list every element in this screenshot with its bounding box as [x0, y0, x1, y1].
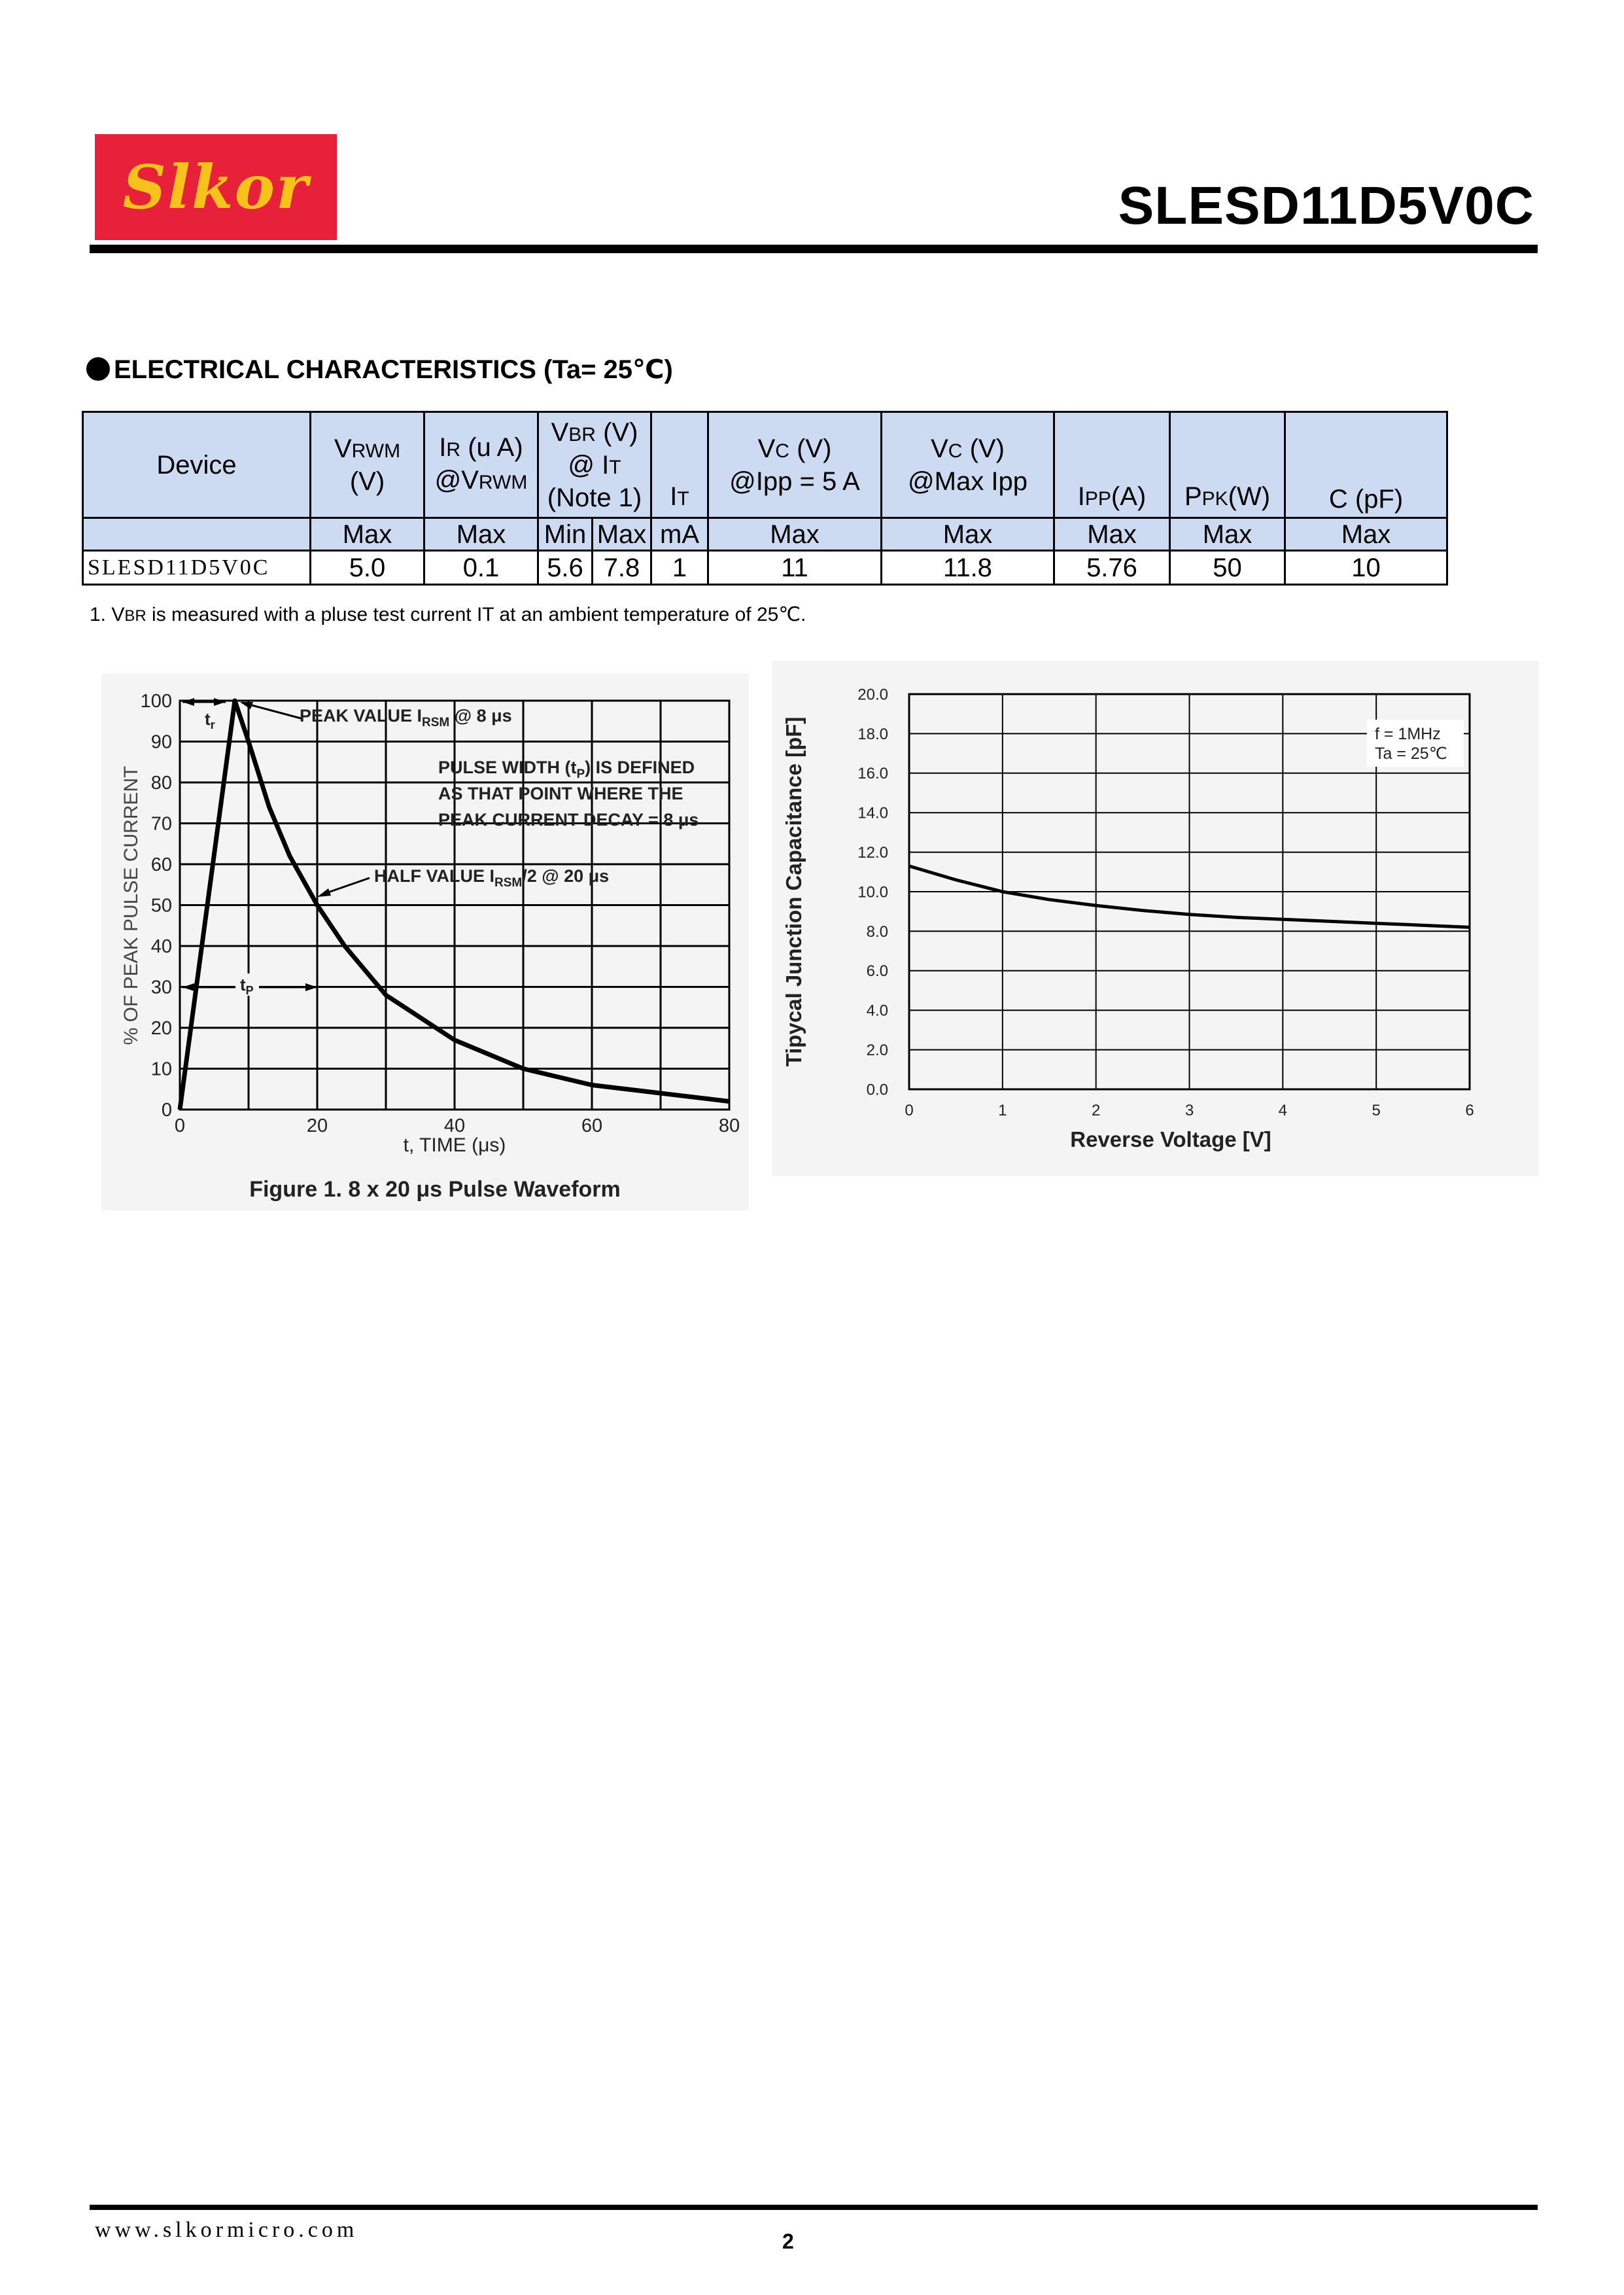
figure-caption: Figure 1. 8 x 20 μs Pulse Waveform: [249, 1177, 621, 1202]
y-tick-label: 20.0: [857, 686, 888, 704]
y-tick-label: 12.0: [857, 844, 888, 862]
subheader-cell: Max: [593, 518, 651, 551]
x-tick-label: 6: [1465, 1102, 1474, 1119]
table-cell: 11.8: [882, 551, 1054, 585]
y-tick-label: 30: [150, 977, 172, 998]
chart-legend: [1367, 720, 1464, 767]
y-tick-label: 80: [150, 773, 172, 794]
section-title-text: ELECTRICAL CHARACTERISTICS (Ta= 25℃): [114, 355, 673, 384]
y-tick-label: 0.0: [866, 1081, 888, 1099]
y-tick-label: 10: [150, 1059, 172, 1080]
electrical-characteristics-table: [82, 411, 1448, 586]
y-tick-label: 10.0: [857, 883, 888, 902]
table-cell: 5.6: [538, 551, 593, 585]
half-value-annotation: [317, 866, 609, 897]
header-vrwm: VRWM (V): [311, 412, 424, 518]
y-tick-label: 100: [140, 691, 172, 712]
company-logo: [95, 134, 337, 240]
y-tick-label: 14.0: [857, 804, 888, 822]
x-tick-label: 80: [718, 1115, 740, 1136]
header-ipp: IPP(A): [1054, 412, 1170, 518]
capacitance-chart: [772, 661, 1539, 1176]
x-axis-label: Reverse Voltage [V]: [1070, 1127, 1271, 1151]
table-cell: 5.76: [1054, 551, 1170, 585]
pulse-width-annotation: [438, 758, 699, 830]
table-row: [83, 551, 1447, 585]
x-axis-label: t, TIME (μs): [403, 1134, 506, 1156]
y-tick-label: 40: [150, 936, 172, 958]
subheader-cell: mA: [651, 518, 708, 551]
y-tick-label: 18.0: [857, 725, 888, 743]
table-header-row: [83, 412, 1447, 518]
header-vc-5a: VC (V) @Ipp = 5 A: [708, 412, 882, 518]
capacitance-figure: [772, 661, 1539, 1176]
peak-annotation: [240, 702, 512, 729]
x-tick-label: 60: [581, 1115, 603, 1136]
x-tick-label: 3: [1184, 1102, 1194, 1119]
part-number-title: SLESD11D5V0C: [1118, 176, 1534, 236]
footer-divider: [90, 2205, 1538, 2210]
y-tick-label: 8.0: [866, 922, 888, 941]
y-tick-label: 4.0: [866, 1002, 888, 1020]
legend-item: f = 1MHz: [1375, 725, 1441, 743]
x-tick-label: 4: [1278, 1102, 1288, 1119]
pulse-waveform-figure: [101, 674, 749, 1210]
header-it: IT: [651, 412, 708, 518]
y-tick-label: 2.0: [866, 1042, 888, 1059]
svg-text:HALF VALUE IRSM/2 @ 20 μs: HALF VALUE $I_{RSM}/2$ @ 20 μs: [374, 866, 610, 890]
x-tick-label: 0: [905, 1102, 914, 1119]
logo-text: Slkor: [122, 152, 309, 222]
header-vbr: VBR (V) @ IT (Note 1): [538, 412, 651, 518]
y-axis-label: Tipycal Junction Capacitance [pF]: [782, 716, 806, 1067]
header-vc-maxipp: VC (V) @Max Ipp: [882, 412, 1054, 518]
y-tick-label: 16.0: [857, 765, 888, 783]
x-tick-label: 20: [306, 1115, 328, 1136]
svg-text:tr: $t_r$: [205, 709, 215, 731]
header-device: Device: [83, 412, 311, 518]
table-cell: 10: [1285, 551, 1447, 585]
subheader-cell: Max: [311, 518, 424, 551]
x-tick-label: 2: [1091, 1102, 1101, 1119]
subheader-cell: Max: [1285, 518, 1447, 551]
table-cell: 7.8: [593, 551, 651, 585]
device-cell: SLESD11D5V0C: [83, 551, 311, 585]
x-tick-label: 40: [443, 1115, 466, 1136]
y-tick-label: 6.0: [866, 962, 888, 981]
pulse-waveform-chart: [101, 674, 749, 1210]
y-axis-label: % OF PEAK PULSE CURRENT: [120, 765, 142, 1045]
subheader-cell: Min: [538, 518, 593, 551]
header-ir: IR (u A) @VRWM: [424, 412, 538, 518]
y-tick-label: 70: [150, 813, 172, 835]
tr-annotation: [182, 698, 226, 731]
y-tick-label: 90: [150, 731, 172, 753]
table-cell: 11: [708, 551, 882, 585]
svg-text:PULSE WIDTH (tP) IS DEFINED: PULSE WIDTH $(t_P)$ IS DEFINED: [438, 758, 695, 781]
table-cell: 50: [1170, 551, 1285, 585]
header-ppk: PPK(W): [1170, 412, 1285, 518]
header-capacitance: C (pF): [1285, 412, 1447, 518]
tp-annotation: [182, 973, 317, 997]
y-tick-label: 50: [150, 895, 172, 917]
subheader-cell: Max: [424, 518, 538, 551]
x-tick-label: 1: [998, 1102, 1007, 1119]
svg-text:PEAK CURRENT DECAY = 8 μs: PEAK CURRENT DECAY = 8 μs: [438, 810, 699, 830]
subheader-cell: Max: [1054, 518, 1170, 551]
svg-text:tP: $t_P$: [240, 975, 254, 997]
header-divider: [90, 245, 1538, 253]
section-title: [86, 355, 673, 385]
subheader-blank: [83, 518, 311, 551]
x-tick-label: 5: [1372, 1102, 1381, 1119]
table-cell: 1: [651, 551, 708, 585]
subheader-cell: Max: [882, 518, 1054, 551]
subheader-cell: Max: [1170, 518, 1285, 551]
y-tick-label: 20: [150, 1018, 172, 1040]
table-subheader-row: [83, 518, 1447, 551]
x-tick-label: 0: [174, 1115, 186, 1136]
svg-text:PEAK VALUE IRSM @ 8 μs: PEAK VALUE $I_{RSM}$ @ 8 μs: [300, 706, 512, 729]
legend-item: Ta = 25℃: [1375, 745, 1447, 763]
bullet-icon: [86, 357, 110, 381]
y-tick-label: 60: [150, 854, 172, 876]
table-cell: 0.1: [424, 551, 538, 585]
y-tick-label: 0: [161, 1100, 172, 1121]
svg-text:AS THAT POINT WHERE THE: AS THAT POINT WHERE THE: [438, 784, 683, 803]
footer-website[interactable]: www.slkormicro.com: [95, 2218, 358, 2242]
subheader-cell: Max: [708, 518, 882, 551]
table-cell: 5.0: [311, 551, 424, 585]
footnote: 1. VBR is measured with a pluse test current IT at an ambient temperature of 25℃.: [90, 604, 806, 625]
page-number: 2: [782, 2230, 794, 2253]
